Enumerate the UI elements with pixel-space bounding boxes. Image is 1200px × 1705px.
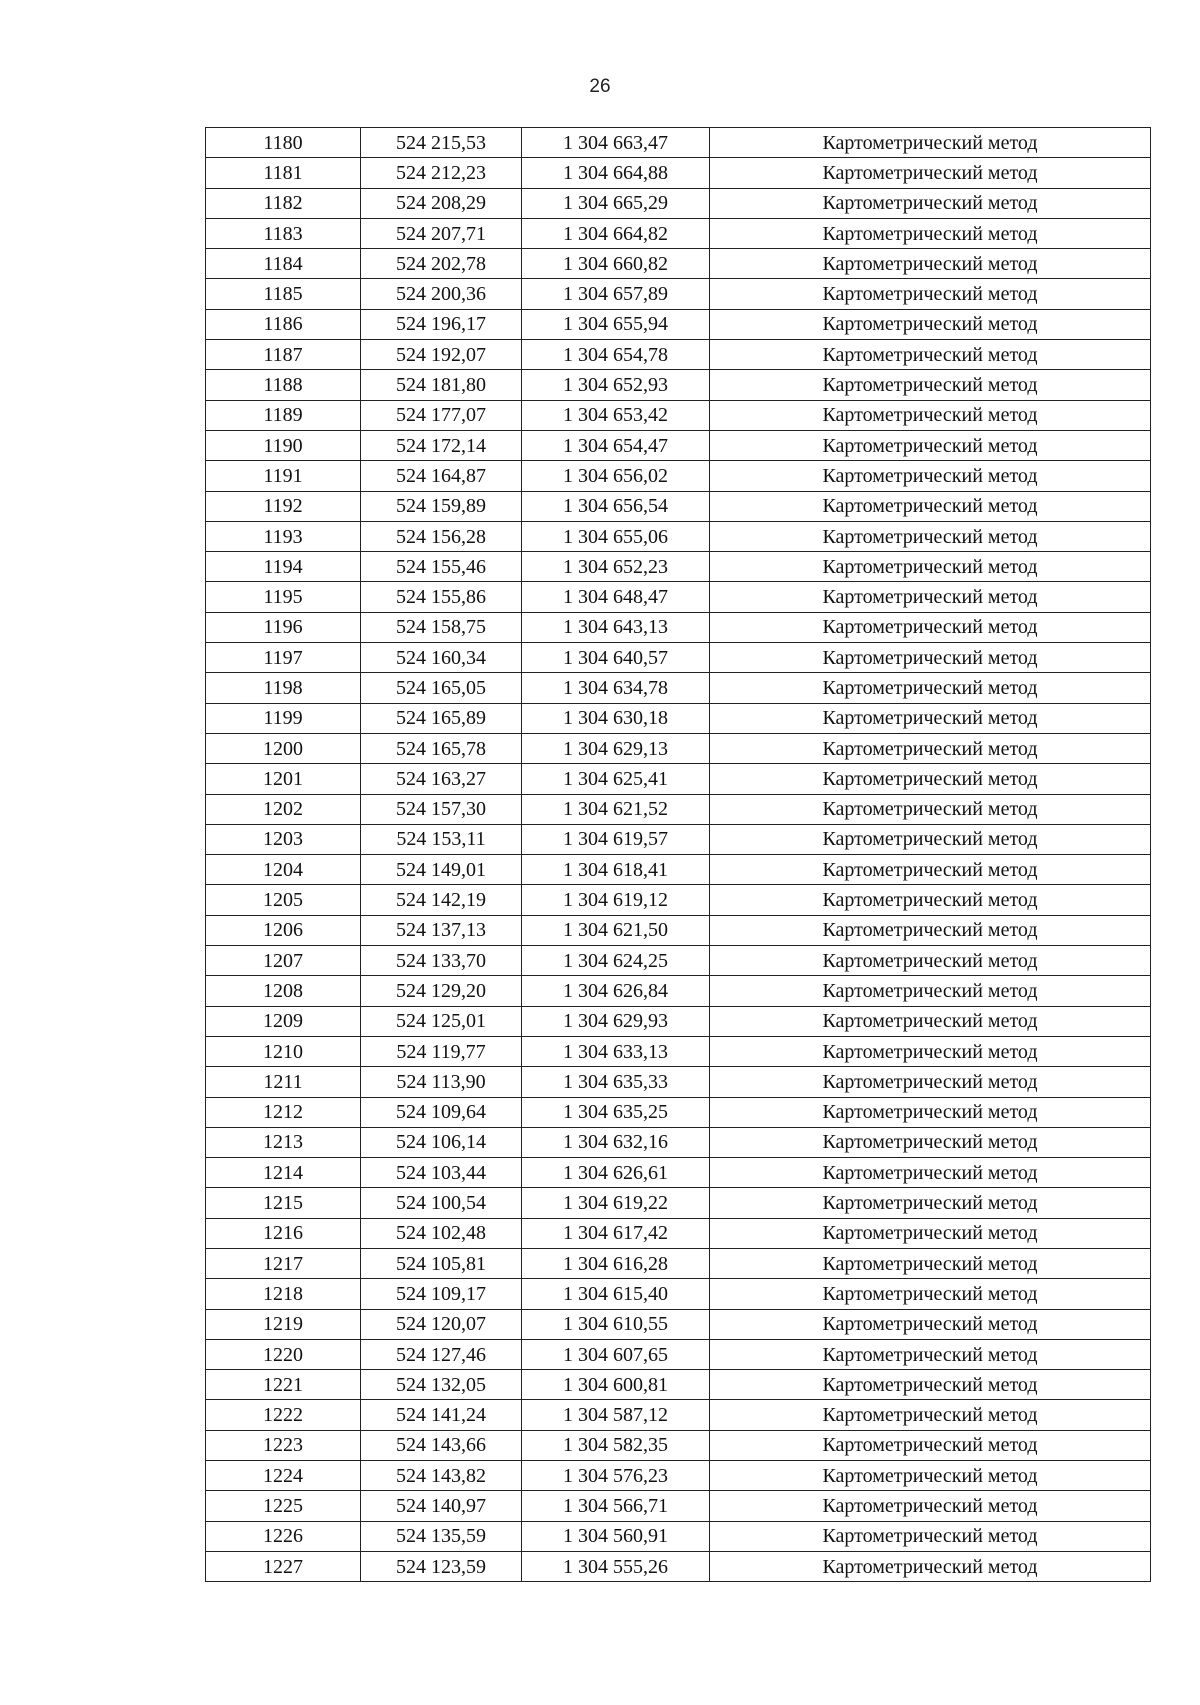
x-coordinate-cell: 524 165,05 xyxy=(361,673,522,703)
y-coordinate-cell: 1 304 576,23 xyxy=(522,1461,710,1491)
table-row xyxy=(206,1279,1151,1309)
point-number-cell: 1192 xyxy=(206,491,361,521)
table-row xyxy=(206,824,1151,854)
method-cell: Картометрический метод xyxy=(710,430,1151,460)
point-number-cell: 1199 xyxy=(206,703,361,733)
point-number-cell: 1183 xyxy=(206,218,361,248)
method-cell: Картометрический метод xyxy=(710,1339,1151,1369)
table-row xyxy=(206,673,1151,703)
method-cell: Картометрический метод xyxy=(710,461,1151,491)
table-row xyxy=(206,249,1151,279)
x-coordinate-cell: 524 181,80 xyxy=(361,370,522,400)
x-coordinate-cell: 524 156,28 xyxy=(361,521,522,551)
point-number-cell: 1210 xyxy=(206,1036,361,1066)
y-coordinate-cell: 1 304 654,78 xyxy=(522,340,710,370)
x-coordinate-cell: 524 132,05 xyxy=(361,1370,522,1400)
point-number-cell: 1216 xyxy=(206,1218,361,1248)
method-cell: Картометрический метод xyxy=(710,1521,1151,1551)
method-cell: Картометрический метод xyxy=(710,340,1151,370)
table-row xyxy=(206,1400,1151,1430)
y-coordinate-cell: 1 304 610,55 xyxy=(522,1309,710,1339)
point-number-cell: 1208 xyxy=(206,976,361,1006)
table-row xyxy=(206,1521,1151,1551)
method-cell: Картометрический метод xyxy=(710,794,1151,824)
method-cell: Картометрический метод xyxy=(710,1309,1151,1339)
table-row xyxy=(206,1218,1151,1248)
x-coordinate-cell: 524 196,17 xyxy=(361,309,522,339)
method-cell: Картометрический метод xyxy=(710,1188,1151,1218)
point-number-cell: 1185 xyxy=(206,279,361,309)
table-row xyxy=(206,279,1151,309)
point-number-cell: 1217 xyxy=(206,1248,361,1278)
x-coordinate-cell: 524 119,77 xyxy=(361,1036,522,1066)
method-cell: Картометрический метод xyxy=(710,673,1151,703)
table-row xyxy=(206,855,1151,885)
method-cell: Картометрический метод xyxy=(710,158,1151,188)
point-number-cell: 1219 xyxy=(206,1309,361,1339)
table-row xyxy=(206,188,1151,218)
y-coordinate-cell: 1 304 663,47 xyxy=(522,128,710,158)
y-coordinate-cell: 1 304 648,47 xyxy=(522,582,710,612)
point-number-cell: 1214 xyxy=(206,1158,361,1188)
point-number-cell: 1182 xyxy=(206,188,361,218)
table-row xyxy=(206,1309,1151,1339)
point-number-cell: 1202 xyxy=(206,794,361,824)
method-cell: Картометрический метод xyxy=(710,582,1151,612)
point-number-cell: 1225 xyxy=(206,1491,361,1521)
x-coordinate-cell: 524 177,07 xyxy=(361,400,522,430)
y-coordinate-cell: 1 304 616,28 xyxy=(522,1248,710,1278)
x-coordinate-cell: 524 106,14 xyxy=(361,1127,522,1157)
coordinates-table xyxy=(205,127,1151,1582)
x-coordinate-cell: 524 159,89 xyxy=(361,491,522,521)
x-coordinate-cell: 524 133,70 xyxy=(361,946,522,976)
point-number-cell: 1223 xyxy=(206,1430,361,1460)
x-coordinate-cell: 524 158,75 xyxy=(361,612,522,642)
x-coordinate-cell: 524 215,53 xyxy=(361,128,522,158)
table-row xyxy=(206,1370,1151,1400)
table-row xyxy=(206,128,1151,158)
method-cell: Картометрический метод xyxy=(710,1551,1151,1581)
coordinates-table-body xyxy=(206,128,1151,1582)
x-coordinate-cell: 524 102,48 xyxy=(361,1218,522,1248)
x-coordinate-cell: 524 140,97 xyxy=(361,1491,522,1521)
point-number-cell: 1221 xyxy=(206,1370,361,1400)
y-coordinate-cell: 1 304 555,26 xyxy=(522,1551,710,1581)
y-coordinate-cell: 1 304 629,93 xyxy=(522,1006,710,1036)
point-number-cell: 1222 xyxy=(206,1400,361,1430)
x-coordinate-cell: 524 202,78 xyxy=(361,249,522,279)
x-coordinate-cell: 524 120,07 xyxy=(361,1309,522,1339)
table-row xyxy=(206,1551,1151,1581)
y-coordinate-cell: 1 304 635,25 xyxy=(522,1097,710,1127)
method-cell: Картометрический метод xyxy=(710,824,1151,854)
point-number-cell: 1186 xyxy=(206,309,361,339)
x-coordinate-cell: 524 164,87 xyxy=(361,461,522,491)
method-cell: Картометрический метод xyxy=(710,946,1151,976)
y-coordinate-cell: 1 304 621,50 xyxy=(522,915,710,945)
y-coordinate-cell: 1 304 655,94 xyxy=(522,309,710,339)
point-number-cell: 1218 xyxy=(206,1279,361,1309)
table-row xyxy=(206,370,1151,400)
y-coordinate-cell: 1 304 625,41 xyxy=(522,764,710,794)
y-coordinate-cell: 1 304 566,71 xyxy=(522,1491,710,1521)
method-cell: Картометрический метод xyxy=(710,1279,1151,1309)
y-coordinate-cell: 1 304 629,13 xyxy=(522,733,710,763)
table-row xyxy=(206,340,1151,370)
point-number-cell: 1198 xyxy=(206,673,361,703)
method-cell: Картометрический метод xyxy=(710,491,1151,521)
point-number-cell: 1204 xyxy=(206,855,361,885)
point-number-cell: 1203 xyxy=(206,824,361,854)
method-cell: Картометрический метод xyxy=(710,733,1151,763)
point-number-cell: 1226 xyxy=(206,1521,361,1551)
x-coordinate-cell: 524 129,20 xyxy=(361,976,522,1006)
x-coordinate-cell: 524 105,81 xyxy=(361,1248,522,1278)
method-cell: Картометрический метод xyxy=(710,1097,1151,1127)
table-row xyxy=(206,1127,1151,1157)
x-coordinate-cell: 524 153,11 xyxy=(361,824,522,854)
x-coordinate-cell: 524 163,27 xyxy=(361,764,522,794)
x-coordinate-cell: 524 142,19 xyxy=(361,885,522,915)
table-row xyxy=(206,218,1151,248)
page-number: 26 xyxy=(589,76,611,97)
table-row xyxy=(206,1188,1151,1218)
table-row xyxy=(206,612,1151,642)
table-row xyxy=(206,1006,1151,1036)
x-coordinate-cell: 524 100,54 xyxy=(361,1188,522,1218)
x-coordinate-cell: 524 207,71 xyxy=(361,218,522,248)
x-coordinate-cell: 524 103,44 xyxy=(361,1158,522,1188)
method-cell: Картометрический метод xyxy=(710,188,1151,218)
y-coordinate-cell: 1 304 560,91 xyxy=(522,1521,710,1551)
table-row xyxy=(206,461,1151,491)
method-cell: Картометрический метод xyxy=(710,1158,1151,1188)
method-cell: Картометрический метод xyxy=(710,128,1151,158)
table-row xyxy=(206,1036,1151,1066)
method-cell: Картометрический метод xyxy=(710,1400,1151,1430)
table-row xyxy=(206,946,1151,976)
y-coordinate-cell: 1 304 621,52 xyxy=(522,794,710,824)
point-number-cell: 1215 xyxy=(206,1188,361,1218)
y-coordinate-cell: 1 304 656,02 xyxy=(522,461,710,491)
point-number-cell: 1194 xyxy=(206,552,361,582)
method-cell: Картометрический метод xyxy=(710,1127,1151,1157)
method-cell: Картометрический метод xyxy=(710,703,1151,733)
x-coordinate-cell: 524 113,90 xyxy=(361,1067,522,1097)
method-cell: Картометрический метод xyxy=(710,400,1151,430)
table-row xyxy=(206,309,1151,339)
point-number-cell: 1213 xyxy=(206,1127,361,1157)
point-number-cell: 1196 xyxy=(206,612,361,642)
method-cell: Картометрический метод xyxy=(710,370,1151,400)
method-cell: Картометрический метод xyxy=(710,1218,1151,1248)
table-row xyxy=(206,764,1151,794)
y-coordinate-cell: 1 304 633,13 xyxy=(522,1036,710,1066)
y-coordinate-cell: 1 304 653,42 xyxy=(522,400,710,430)
y-coordinate-cell: 1 304 664,88 xyxy=(522,158,710,188)
x-coordinate-cell: 524 165,78 xyxy=(361,733,522,763)
y-coordinate-cell: 1 304 619,12 xyxy=(522,885,710,915)
method-cell: Картометрический метод xyxy=(710,309,1151,339)
x-coordinate-cell: 524 143,66 xyxy=(361,1430,522,1460)
point-number-cell: 1190 xyxy=(206,430,361,460)
y-coordinate-cell: 1 304 615,40 xyxy=(522,1279,710,1309)
x-coordinate-cell: 524 155,86 xyxy=(361,582,522,612)
point-number-cell: 1211 xyxy=(206,1067,361,1097)
y-coordinate-cell: 1 304 664,82 xyxy=(522,218,710,248)
x-coordinate-cell: 524 208,29 xyxy=(361,188,522,218)
y-coordinate-cell: 1 304 624,25 xyxy=(522,946,710,976)
point-number-cell: 1184 xyxy=(206,249,361,279)
x-coordinate-cell: 524 123,59 xyxy=(361,1551,522,1581)
point-number-cell: 1227 xyxy=(206,1551,361,1581)
point-number-cell: 1193 xyxy=(206,521,361,551)
table-row xyxy=(206,1097,1151,1127)
x-coordinate-cell: 524 137,13 xyxy=(361,915,522,945)
y-coordinate-cell: 1 304 643,13 xyxy=(522,612,710,642)
y-coordinate-cell: 1 304 619,57 xyxy=(522,824,710,854)
table-row xyxy=(206,643,1151,673)
table-row xyxy=(206,430,1151,460)
y-coordinate-cell: 1 304 582,35 xyxy=(522,1430,710,1460)
method-cell: Картометрический метод xyxy=(710,915,1151,945)
method-cell: Картометрический метод xyxy=(710,764,1151,794)
x-coordinate-cell: 524 143,82 xyxy=(361,1461,522,1491)
point-number-cell: 1195 xyxy=(206,582,361,612)
y-coordinate-cell: 1 304 652,23 xyxy=(522,552,710,582)
method-cell: Картометрический метод xyxy=(710,1248,1151,1278)
y-coordinate-cell: 1 304 619,22 xyxy=(522,1188,710,1218)
y-coordinate-cell: 1 304 634,78 xyxy=(522,673,710,703)
table-row xyxy=(206,552,1151,582)
x-coordinate-cell: 524 109,17 xyxy=(361,1279,522,1309)
y-coordinate-cell: 1 304 665,29 xyxy=(522,188,710,218)
table-row xyxy=(206,1339,1151,1369)
y-coordinate-cell: 1 304 607,65 xyxy=(522,1339,710,1369)
point-number-cell: 1191 xyxy=(206,461,361,491)
y-coordinate-cell: 1 304 632,16 xyxy=(522,1127,710,1157)
point-number-cell: 1187 xyxy=(206,340,361,370)
y-coordinate-cell: 1 304 655,06 xyxy=(522,521,710,551)
x-coordinate-cell: 524 200,36 xyxy=(361,279,522,309)
method-cell: Картометрический метод xyxy=(710,1067,1151,1097)
x-coordinate-cell: 524 212,23 xyxy=(361,158,522,188)
method-cell: Картометрический метод xyxy=(710,552,1151,582)
table-row xyxy=(206,1430,1151,1460)
table-row xyxy=(206,915,1151,945)
x-coordinate-cell: 524 109,64 xyxy=(361,1097,522,1127)
y-coordinate-cell: 1 304 652,93 xyxy=(522,370,710,400)
y-coordinate-cell: 1 304 656,54 xyxy=(522,491,710,521)
method-cell: Картометрический метод xyxy=(710,1036,1151,1066)
table-row xyxy=(206,158,1151,188)
x-coordinate-cell: 524 125,01 xyxy=(361,1006,522,1036)
x-coordinate-cell: 524 192,07 xyxy=(361,340,522,370)
x-coordinate-cell: 524 141,24 xyxy=(361,1400,522,1430)
table-row xyxy=(206,1158,1151,1188)
table-row xyxy=(206,1491,1151,1521)
x-coordinate-cell: 524 127,46 xyxy=(361,1339,522,1369)
x-coordinate-cell: 524 155,46 xyxy=(361,552,522,582)
method-cell: Картометрический метод xyxy=(710,218,1151,248)
y-coordinate-cell: 1 304 617,42 xyxy=(522,1218,710,1248)
method-cell: Картометрический метод xyxy=(710,1430,1151,1460)
point-number-cell: 1220 xyxy=(206,1339,361,1369)
method-cell: Картометрический метод xyxy=(710,249,1151,279)
y-coordinate-cell: 1 304 630,18 xyxy=(522,703,710,733)
point-number-cell: 1224 xyxy=(206,1461,361,1491)
method-cell: Картометрический метод xyxy=(710,1491,1151,1521)
x-coordinate-cell: 524 157,30 xyxy=(361,794,522,824)
table-row xyxy=(206,885,1151,915)
method-cell: Картометрический метод xyxy=(710,1370,1151,1400)
x-coordinate-cell: 524 172,14 xyxy=(361,430,522,460)
point-number-cell: 1197 xyxy=(206,643,361,673)
y-coordinate-cell: 1 304 635,33 xyxy=(522,1067,710,1097)
table-row xyxy=(206,400,1151,430)
y-coordinate-cell: 1 304 654,47 xyxy=(522,430,710,460)
method-cell: Картометрический метод xyxy=(710,279,1151,309)
point-number-cell: 1206 xyxy=(206,915,361,945)
point-number-cell: 1212 xyxy=(206,1097,361,1127)
y-coordinate-cell: 1 304 660,82 xyxy=(522,249,710,279)
y-coordinate-cell: 1 304 600,81 xyxy=(522,1370,710,1400)
method-cell: Картометрический метод xyxy=(710,612,1151,642)
x-coordinate-cell: 524 160,34 xyxy=(361,643,522,673)
method-cell: Картометрический метод xyxy=(710,1461,1151,1491)
y-coordinate-cell: 1 304 587,12 xyxy=(522,1400,710,1430)
y-coordinate-cell: 1 304 626,61 xyxy=(522,1158,710,1188)
x-coordinate-cell: 524 149,01 xyxy=(361,855,522,885)
y-coordinate-cell: 1 304 618,41 xyxy=(522,855,710,885)
method-cell: Картометрический метод xyxy=(710,521,1151,551)
table-row xyxy=(206,1248,1151,1278)
table-row xyxy=(206,976,1151,1006)
point-number-cell: 1188 xyxy=(206,370,361,400)
point-number-cell: 1205 xyxy=(206,885,361,915)
point-number-cell: 1209 xyxy=(206,1006,361,1036)
x-coordinate-cell: 524 135,59 xyxy=(361,1521,522,1551)
y-coordinate-cell: 1 304 640,57 xyxy=(522,643,710,673)
y-coordinate-cell: 1 304 657,89 xyxy=(522,279,710,309)
table-row xyxy=(206,1461,1151,1491)
table-row xyxy=(206,794,1151,824)
point-number-cell: 1189 xyxy=(206,400,361,430)
point-number-cell: 1181 xyxy=(206,158,361,188)
y-coordinate-cell: 1 304 626,84 xyxy=(522,976,710,1006)
point-number-cell: 1180 xyxy=(206,128,361,158)
point-number-cell: 1201 xyxy=(206,764,361,794)
method-cell: Картометрический метод xyxy=(710,855,1151,885)
table-row xyxy=(206,521,1151,551)
point-number-cell: 1200 xyxy=(206,733,361,763)
method-cell: Картометрический метод xyxy=(710,976,1151,1006)
table-row xyxy=(206,491,1151,521)
x-coordinate-cell: 524 165,89 xyxy=(361,703,522,733)
table-row xyxy=(206,1067,1151,1097)
point-number-cell: 1207 xyxy=(206,946,361,976)
method-cell: Картометрический метод xyxy=(710,643,1151,673)
table-row xyxy=(206,703,1151,733)
table-row xyxy=(206,733,1151,763)
table-row xyxy=(206,582,1151,612)
method-cell: Картометрический метод xyxy=(710,885,1151,915)
method-cell: Картометрический метод xyxy=(710,1006,1151,1036)
